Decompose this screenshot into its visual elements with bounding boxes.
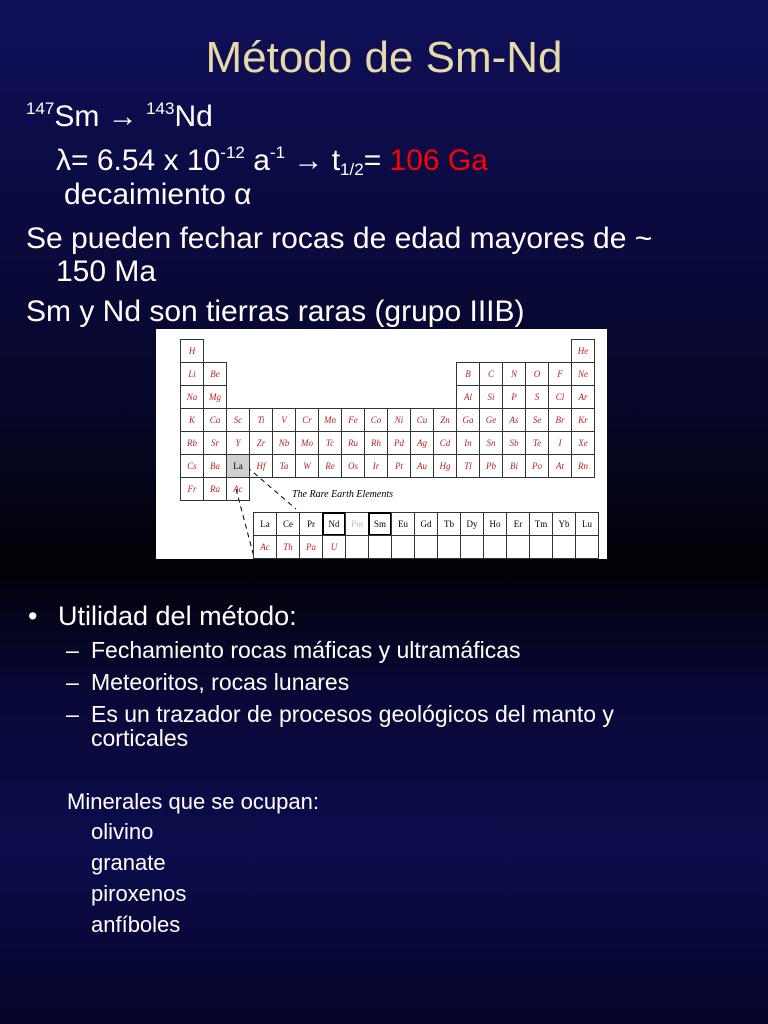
element-cell: Te: [525, 431, 549, 455]
element-cell: Tc: [318, 431, 342, 455]
element-cell: H: [180, 339, 204, 363]
lanthanide-cell: Er: [506, 512, 530, 536]
lanthanide-cell: Tb: [437, 512, 461, 536]
parent-isotope: Sm: [54, 100, 100, 133]
element-cell: Ac: [226, 477, 250, 501]
element-cell: Cl: [548, 385, 572, 409]
actinide-cell: [391, 535, 415, 559]
mineral-item: anfíboles: [91, 912, 181, 937]
element-cell: Xe: [571, 431, 595, 455]
element-cell: Ta: [272, 454, 296, 478]
actinide-cell: Pa: [299, 535, 323, 559]
element-cell: Co: [364, 408, 388, 432]
element-cell: Ge: [479, 408, 503, 432]
mineral-item: olivino: [91, 819, 154, 844]
actinide-cell: [414, 535, 438, 559]
element-cell: Mg: [203, 385, 227, 409]
periodic-table-image: [156, 329, 607, 559]
element-cell: K: [180, 408, 204, 432]
half-life-value: 106 Ga: [389, 144, 488, 177]
element-cell: Sb: [502, 431, 526, 455]
element-cell: Ne: [571, 362, 595, 386]
actinide-cell: U: [322, 535, 346, 559]
arrow: →: [107, 100, 138, 133]
element-cell: Rh: [364, 431, 388, 455]
element-cell: Hg: [433, 454, 457, 478]
slide-title: Método de Sm-Nd: [205, 33, 563, 82]
unit-exp: -1: [269, 143, 286, 162]
element-cell: Ag: [410, 431, 434, 455]
lanthanide-cell: Lu: [575, 512, 599, 536]
element-cell: Li: [180, 362, 204, 386]
element-cell: Pb: [479, 454, 503, 478]
actinide-cell: [437, 535, 461, 559]
unit: a: [244, 144, 270, 177]
actinide-cell: Ac: [253, 535, 277, 559]
element-cell: Ga: [456, 408, 480, 432]
element-cell: Zr: [249, 431, 273, 455]
element-cell: At: [548, 454, 572, 478]
use-item: Es un trazador de procesos geológicos del manto y: [91, 701, 614, 727]
half-life-sub: 1/2: [340, 160, 364, 179]
element-cell: N: [502, 362, 526, 386]
actinide-cell: [506, 535, 530, 559]
rare-earth-label: The Rare Earth Elements: [292, 489, 394, 500]
element-cell: Pt: [387, 454, 411, 478]
arrow-t: → t: [285, 144, 341, 177]
element-cell: Sn: [479, 431, 503, 455]
dash-icon: –: [66, 701, 79, 727]
daughter-mass: 143: [146, 99, 175, 118]
element-cell: V: [272, 408, 296, 432]
element-cell: Cd: [433, 431, 457, 455]
element-cell: Os: [341, 454, 365, 478]
slide-bottom: [0, 574, 768, 1024]
actinide-cell: [552, 535, 576, 559]
element-cell: Br: [548, 408, 572, 432]
element-cell: Pd: [387, 431, 411, 455]
element-cell: Ru: [341, 431, 365, 455]
element-cell: Rb: [180, 431, 204, 455]
equals: =: [363, 144, 390, 177]
element-cell: Hf: [249, 454, 273, 478]
element-cell: As: [502, 408, 526, 432]
element-cell: Po: [525, 454, 549, 478]
element-cell: Fe: [341, 408, 365, 432]
element-cell: Sc: [226, 408, 250, 432]
element-cell: Tl: [456, 454, 480, 478]
minerals-heading: Minerales que se ocupan:: [67, 789, 319, 814]
element-cell: Sr: [203, 431, 227, 455]
element-cell: He: [571, 339, 595, 363]
actinide-cell: [460, 535, 484, 559]
use-item-continuation: corticales: [91, 725, 189, 751]
actinide-cell: [345, 535, 369, 559]
parent-mass: 147: [26, 99, 55, 118]
element-cell: Cs: [180, 454, 204, 478]
element-cell: Ar: [571, 385, 595, 409]
element-cell: Re: [318, 454, 342, 478]
element-cell: Ba: [203, 454, 227, 478]
actinide-cell: [529, 535, 553, 559]
lanthanide-cell: Pr: [299, 512, 323, 536]
use-item: Fechamiento rocas máficas y ultramáficas: [91, 637, 521, 663]
element-cell: Be: [203, 362, 227, 386]
element-cell: Ir: [364, 454, 388, 478]
lanthanide-cell: Tm: [529, 512, 553, 536]
lambda-text: λ= 6.54 x 10: [56, 144, 221, 177]
element-cell: P: [502, 385, 526, 409]
element-cell: Ca: [203, 408, 227, 432]
element-cell: Cu: [410, 408, 434, 432]
actinide-cell: Th: [276, 535, 300, 559]
element-cell: Na: [180, 385, 204, 409]
element-cell: Zn: [433, 408, 457, 432]
actinide-cell: [368, 535, 392, 559]
use-item: Meteoritos, rocas lunares: [91, 669, 350, 695]
mineral-item: granate: [91, 850, 166, 875]
daughter-isotope: Nd: [174, 100, 213, 133]
dating-line-2: 150 Ma: [56, 255, 157, 288]
element-cell: Ni: [387, 408, 411, 432]
actinide-cell: [483, 535, 507, 559]
rare-earth-line: Sm y Nd son tierras raras (grupo IIIB): [26, 295, 525, 328]
element-cell: Cr: [295, 408, 319, 432]
element-cell: Ra: [203, 477, 227, 501]
lanthanide-cell: Nd: [322, 512, 346, 536]
element-cell: Nb: [272, 431, 296, 455]
mineral-item: piroxenos: [91, 881, 187, 906]
element-cell: I: [548, 431, 572, 455]
element-cell: Si: [479, 385, 503, 409]
lanthanide-cell: Pm: [345, 512, 369, 536]
utility-heading: Utilidad del método:: [58, 601, 297, 631]
lambda-exp: -12: [220, 143, 245, 162]
lanthanide-cell: Ho: [483, 512, 507, 536]
decay-type: decaimiento α: [64, 178, 252, 211]
dash-icon: –: [66, 669, 79, 695]
lanthanide-cell: Dy: [460, 512, 484, 536]
element-cell: Al: [456, 385, 480, 409]
element-cell: Ti: [249, 408, 273, 432]
element-cell: In: [456, 431, 480, 455]
dash-icon: –: [66, 637, 79, 663]
element-cell: B: [456, 362, 480, 386]
decay-equation: [26, 92, 213, 134]
actinide-cell: [575, 535, 599, 559]
lanthanide-cell: Sm: [368, 512, 392, 536]
bullet-icon: •: [28, 601, 38, 631]
lanthanide-cell: Eu: [391, 512, 415, 536]
element-cell: Fr: [180, 477, 204, 501]
lanthanide-cell: Gd: [414, 512, 438, 536]
dating-line-1: Se pueden fechar rocas de edad mayores de ~: [26, 222, 653, 255]
element-cell: O: [525, 362, 549, 386]
element-cell: W: [295, 454, 319, 478]
lanthanide-cell: Ce: [276, 512, 300, 536]
element-cell: F: [548, 362, 572, 386]
element-cell: Se: [525, 408, 549, 432]
lanthanide-cell: Yb: [552, 512, 576, 536]
element-cell: C: [479, 362, 503, 386]
element-cell: S: [525, 385, 549, 409]
element-cell: Au: [410, 454, 434, 478]
element-cell: Kr: [571, 408, 595, 432]
element-cell: Mo: [295, 431, 319, 455]
element-cell: Bi: [502, 454, 526, 478]
element-cell: Rn: [571, 454, 595, 478]
lanthanide-cell: La: [253, 512, 277, 536]
element-cell: La: [226, 454, 250, 478]
element-cell: Mn: [318, 408, 342, 432]
element-cell: Y: [226, 431, 250, 455]
